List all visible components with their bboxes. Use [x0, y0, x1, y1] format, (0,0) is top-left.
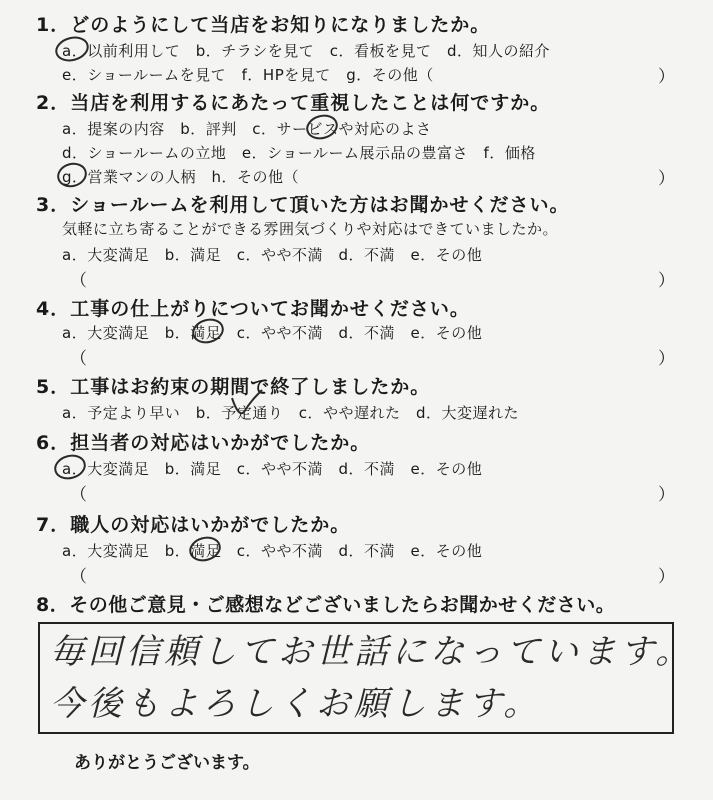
question-4-title: 4．工事の仕上がりについてお聞かせください。 — [36, 298, 470, 320]
question-5-options: a．予定より早い b．予定通り c．やや遅れた d．大変遅れた — [62, 404, 519, 422]
question-8-title: 8．その他ご意見・ご感想などございましたらお聞かせください。 — [36, 594, 616, 616]
handwritten-comment-line-2: 今後もよろしくお願します。 — [50, 684, 542, 724]
question-3-close-paren: ） — [658, 271, 675, 291]
question-3-open-paren: （ — [70, 271, 87, 291]
question-4-open-paren: （ — [70, 349, 87, 369]
question-4-close-paren: ） — [658, 349, 675, 369]
question-3-options: a．大変満足 b．満足 c．やや不満 d．不満 e．その他 — [62, 246, 483, 264]
question-2-options-row-3: g．営業マンの人柄 h．その他（ — [62, 168, 300, 186]
question-6-open-paren: （ — [70, 485, 87, 505]
question-2-title: 2．当店を利用するにあたって重視したことは何ですか。 — [36, 92, 551, 114]
question-1-options-row-1: a．以前利用して b．チラシを見て c．看板を見て d．知人の紹介 — [62, 42, 550, 60]
question-3-subtext: 気軽に立ち寄ることができる雰囲気づくりや対応はできていましたか。 — [62, 220, 559, 238]
question-1-title: 1．どのようにして当店をお知りになりましたか。 — [36, 14, 491, 36]
question-2-close-paren: ） — [658, 169, 675, 189]
thanks-message: ありがとうございます。 — [74, 753, 260, 773]
question-1-close-paren: ） — [658, 67, 675, 87]
question-1-options-row-2: e．ショールームを見て f．HPを見て g．その他（ — [62, 66, 434, 84]
question-7-close-paren: ） — [658, 567, 675, 587]
question-7-options: a．大変満足 b．満足 c．やや不満 d．不満 e．その他 — [62, 542, 483, 560]
question-2-options-row-2: d．ショールームの立地 e．ショールーム展示品の豊富さ f．価格 — [62, 144, 536, 162]
question-7-title: 7．職人の対応はいかがでしたか。 — [36, 514, 351, 536]
question-6-title: 6．担当者の対応はいかがでしたか。 — [36, 432, 371, 454]
question-6-close-paren: ） — [658, 485, 675, 505]
handwritten-comment-line-1: 毎回信頼してお世話になっています。 — [50, 632, 694, 672]
question-3-title: 3．ショールームを利用して頂いた方はお聞かせください。 — [36, 194, 570, 216]
question-6-options: a．大変満足 b．満足 c．やや不満 d．不満 e．その他 — [62, 460, 483, 478]
question-5-title: 5．工事はお約束の期間で終了しましたか。 — [36, 376, 431, 398]
question-4-options: a．大変満足 b．満足 c．やや不満 d．不満 e．その他 — [62, 324, 483, 342]
question-2-options-row-1: a．提案の内容 b．評判 c．サービスや対応のよさ — [62, 120, 432, 138]
question-7-open-paren: （ — [70, 567, 87, 587]
